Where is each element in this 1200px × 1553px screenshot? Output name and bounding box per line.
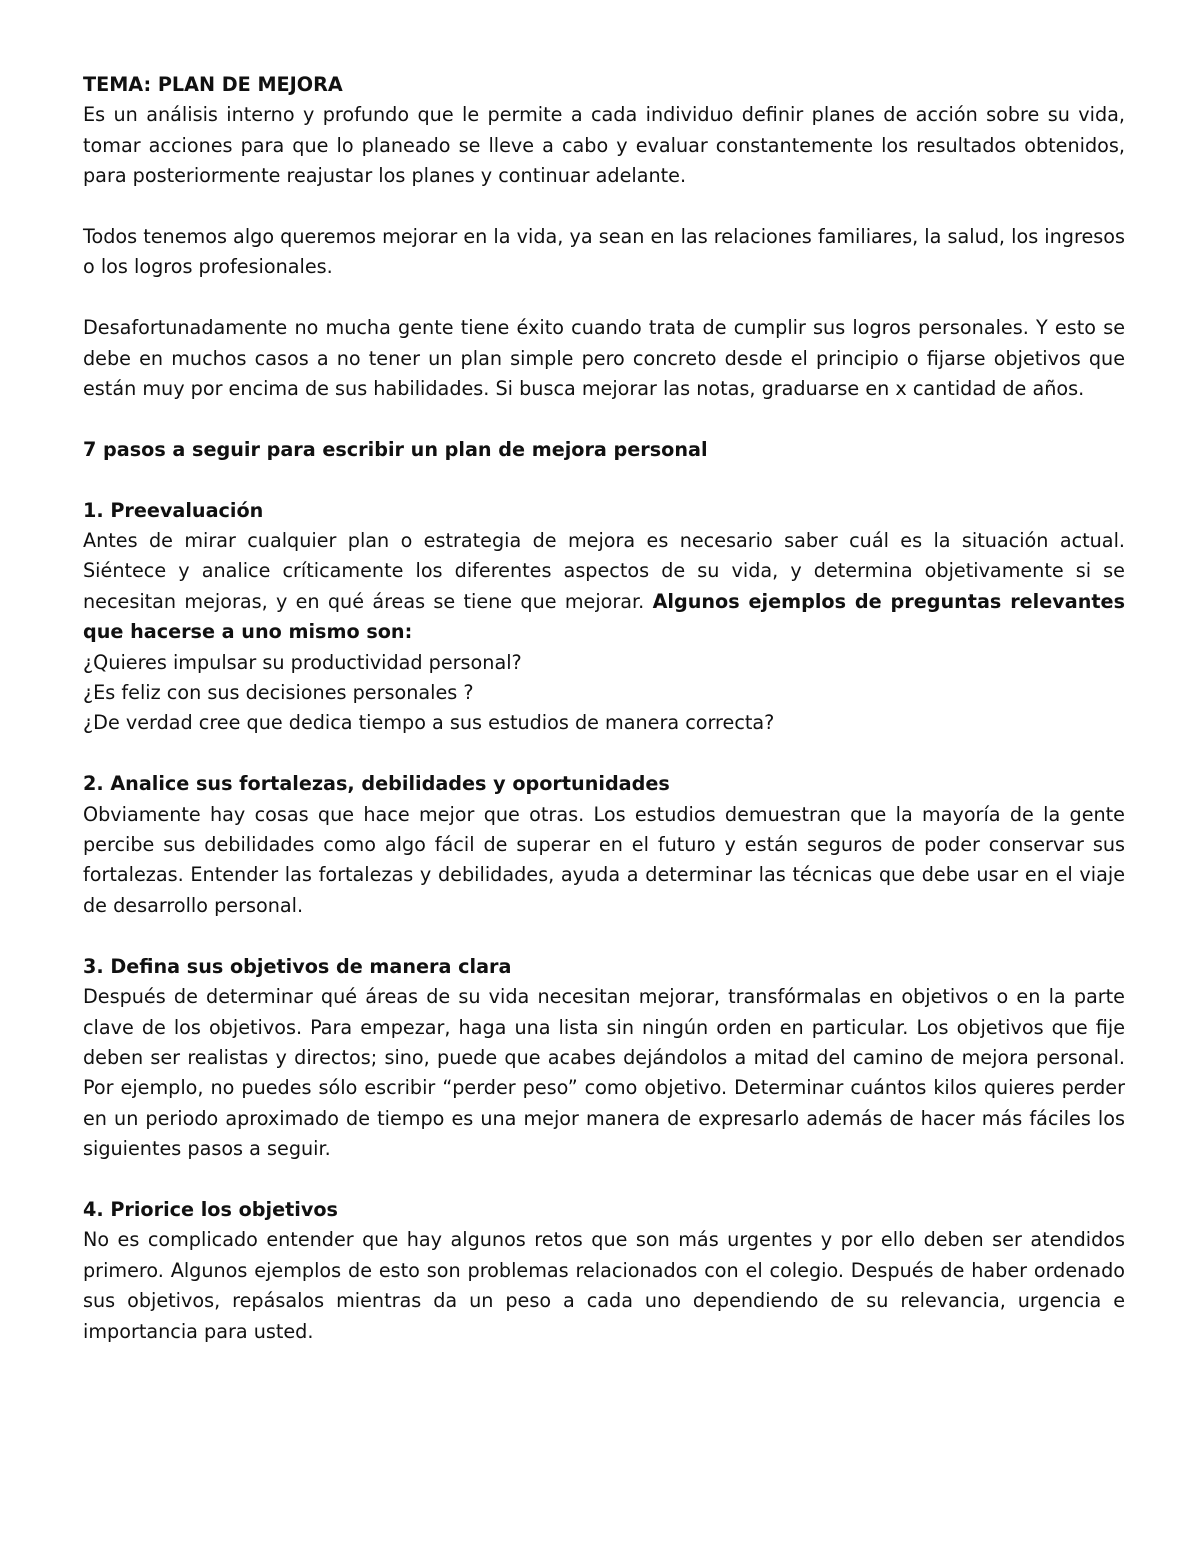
paragraph-goals: Todos tenemos algo queremos mejorar en la vida, ya sean en las relaciones familiares, la salud, los ingresos o los logros profesionales.: [83, 225, 1125, 279]
step-1-bold-text: Algunos ejemplos de preguntas relevantes que hacerse a uno mismo son:: [83, 589, 1125, 644]
intro-paragraph: Es un análisis interno y profundo que le permite a cada individuo definir planes de acción sobre su vida, tomar acciones para que lo planeado se lleve a cabo y evaluar constantemente los resultados obtenidos, para posteriormente reajustar los planes y continuar adelante.: [83, 103, 1125, 188]
question-item: ¿Es feliz con sus decisiones personales ?: [83, 681, 474, 705]
step-4-heading: 4. Priorice los objetivos: [83, 1197, 338, 1221]
paragraph-failure: Desafortunadamente no mucha gente tiene éxito cuando trata de cumplir sus logros personales. Y esto se debe en muchos casos a no tener un plan simple pero concreto desde el principio o fijarse objetivos que están muy por encima de sus habilidades. Si busca mejorar las notas, graduarse en x cantidad de años.: [83, 316, 1125, 401]
steps-heading: 7 pasos a seguir para escribir un plan de mejora personal: [83, 437, 708, 461]
step-1-text: [83, 526, 1125, 648]
step-3-text: Después de determinar qué áreas de su vida necesitan mejorar, transfórmalas en objetivos o en la parte clave de los objetivos. Para empezar, haga una lista sin ningún orden en particular. Los objetivos que fije deben ser realistas y directos; sino, puede que acabes dejándolos a mitad del camino de mejora personal. Por ejemplo, no puedes sólo escribir “perder peso” como objetivo. Determinar cuántos kilos quieres perder en un periodo aproximado de tiempo es una mejor manera de expresarlo además de hacer más fáciles los siguientes pasos a seguir.: [83, 985, 1125, 1161]
document-page: [83, 70, 1125, 1347]
step-2-heading: 2. Analice sus fortalezas, debilidades y oportunidades: [83, 772, 670, 796]
step-3-heading: 3. Defina sus objetivos de manera clara: [83, 954, 512, 978]
document-title: TEMA: PLAN DE MEJORA: [83, 73, 343, 96]
question-item: ¿Quieres impulsar su productividad personal?: [83, 650, 522, 674]
step-1-heading: 1. Preevaluación: [83, 498, 264, 522]
step-4-text: No es complicado entender que hay algunos retos que son más urgentes y por ello deben ser atendidos primero. Algunos ejemplos de esto son problemas relacionados con el colegio. Después de haber ordenado sus objetivos, repásalos mientras da un peso a cada uno dependiendo de su relevancia, urgencia e importancia para usted.: [83, 1228, 1125, 1343]
step-2-text: Obviamente hay cosas que hace mejor que otras. Los estudios demuestran que la mayoría de la gente percibe sus debilidades como algo fácil de superar en el futuro y están seguros de poder conservar sus fortalezas. Entender las fortalezas y debilidades, ayuda a determinar las técnicas que debe usar en el viaje de desarrollo personal.: [83, 802, 1125, 917]
step-1-body: Antes de mirar cualquier plan o estrategia de mejora es necesario saber cuál es la situación actual. Siéntece y analice críticamente los diferentes aspectos de su vida, y determina objetivamente si se necesitan mejoras, y en qué áreas se tiene que mejorar.: [83, 529, 1125, 613]
question-item: ¿De verdad cree que dedica tiempo a sus estudios de manera correcta?: [83, 711, 775, 735]
